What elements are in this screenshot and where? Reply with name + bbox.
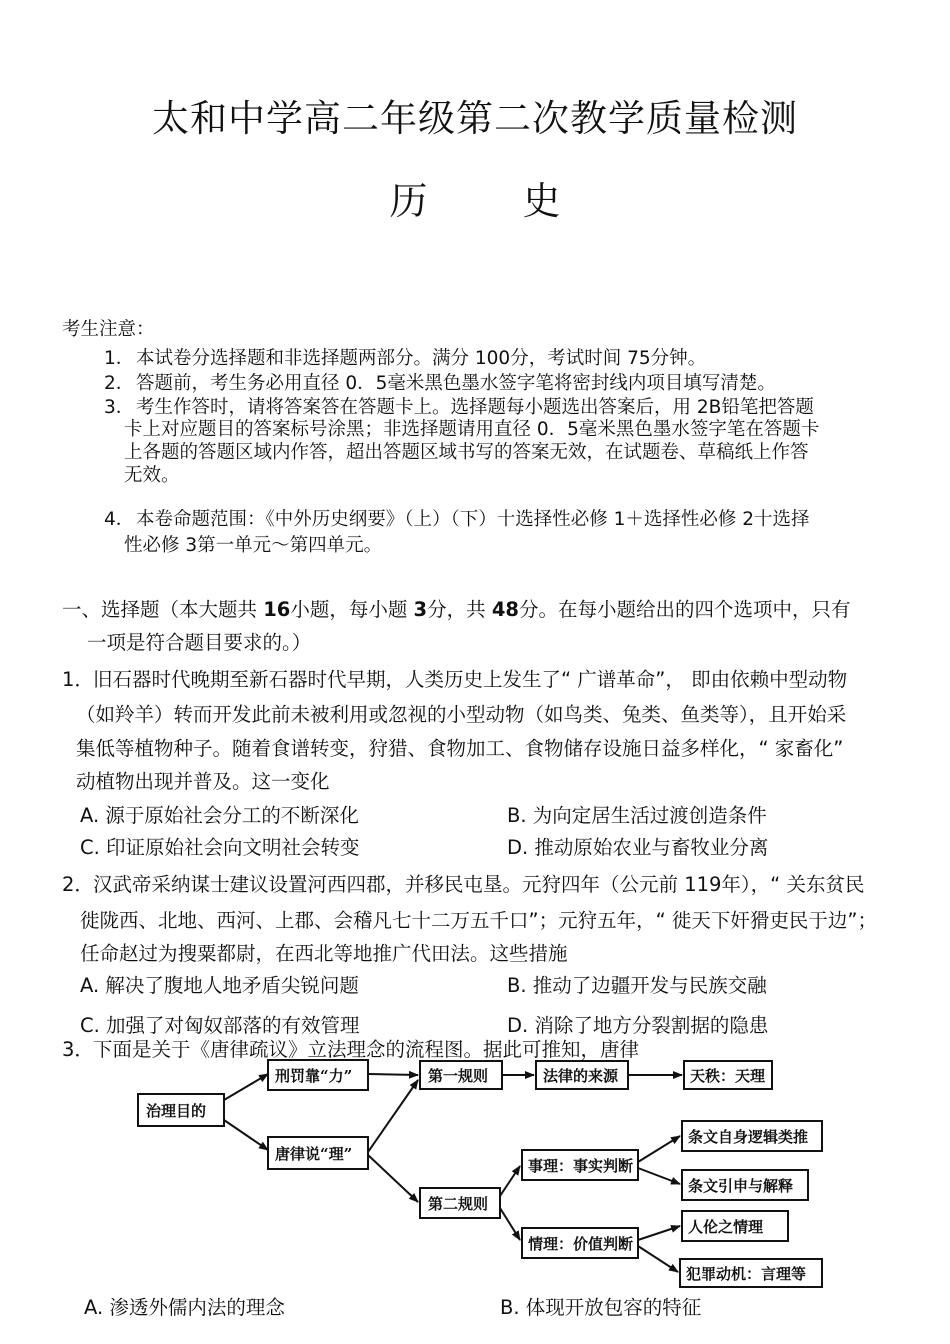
node-cite: 条文引申与解释: [688, 1177, 794, 1195]
notice-item-text: 本试卷分选择题和非选择题两部分。满分 100分，考试时间 75分钟。: [136, 348, 707, 369]
notice-item-text: 考生作答时，请将答案答在答题卡上。选择题每小题选出答案后，用 2B铅笔把答题: [136, 397, 814, 418]
notice-item-text: 卡上对应题目的答案标号涂黑；非选择题请用直径 0．5毫米黑色墨水签字笔在答题卡: [124, 419, 820, 440]
question-number: 3．: [62, 1038, 94, 1061]
notice-item-text: 性必修 3第一单元～第四单元。: [124, 535, 383, 556]
question-text: 旧石器时代晚期至新石器时代早期，人类历史上发生了“ 广谱革命”， 即由依赖中型动物: [93, 668, 848, 691]
option-a[interactable]: A. 源于原始社会分工的不断深化: [80, 804, 359, 827]
edge-value-motive: [638, 1246, 678, 1272]
node-value: 情理：价值判断: [528, 1235, 634, 1253]
question-number: 1．: [62, 668, 94, 691]
node-fact: 事理：事实判断: [528, 1157, 634, 1175]
edge-rule2-fact: [500, 1166, 520, 1196]
node-motive: 犯罪动机：言理等: [686, 1265, 807, 1283]
node-root: 治理目的: [146, 1102, 207, 1120]
section-line: 一项是符合题目要求的。）: [87, 631, 312, 654]
option-b[interactable]: B. 体现开放包容的特征: [500, 1296, 702, 1319]
notice-item-text: 无效。: [124, 465, 180, 486]
option-a[interactable]: A. 渗透外儒内法的理念: [84, 1296, 285, 1319]
option-d[interactable]: D. 消除了地方分裂割据的隐患: [507, 1014, 769, 1037]
edge-fact-cite: [638, 1168, 680, 1184]
edge-fact-logic: [638, 1136, 680, 1162]
notice-item-num: 1．: [104, 348, 135, 369]
edge-reason-rule1: [368, 1080, 418, 1152]
question-text: 汉武帝采纳谋士建议设置河西四郡，并移民屯垦。元狩四年（公元前 119年），“ 关东贫民: [93, 873, 865, 896]
question-text: （如羚羊）转而开发此前未被利用或忽视的小型动物（如鸟类、兔类、鱼类等），且开始采: [76, 703, 847, 726]
option-c[interactable]: C. 印证原始社会向文明社会转变: [80, 836, 360, 859]
notice-item-text: 上各题的答题区域内作答，超出答题区域书写的答案无效，在试题卷、草稿纸上作答: [124, 442, 809, 463]
notice-item-text: 答题前，考生务必用直径 0．5毫米黑色墨水签字笔将密封线内项目填写清楚。: [136, 373, 776, 394]
notice-heading: 考生注意：: [62, 319, 155, 340]
subject-char-1: 历: [389, 179, 428, 223]
notice-item-num: 2．: [104, 373, 135, 394]
notice-item-num: 3．: [104, 397, 135, 418]
option-c[interactable]: C. 加强了对匈奴部落的有效管理: [80, 1014, 360, 1037]
edge-value-human: [638, 1226, 680, 1240]
section-line: 一、选择题（本大题共 16小题，每小题 3分，共 48分。在每小题给出的四个选项中，只有: [62, 598, 851, 621]
question-text: 下面是关于《唐律疏议》立法理念的流程图。据此可推知，唐律: [93, 1038, 640, 1061]
question-text: 徙陇西、北地、西河、上郡、会稽凡七十二万五千口”；元狩五年，“ 徙天下奸猾吏民于边”；: [80, 909, 878, 932]
edge-root-force: [224, 1074, 268, 1100]
node-rule2: 第二规则: [428, 1195, 489, 1213]
notice-item-text: 本卷命题范围：《中外历史纲要》（上）（下）十选择性必修 1＋选择性必修 2十选择: [136, 509, 810, 530]
edge-reason-rule2: [368, 1155, 418, 1202]
option-a[interactable]: A. 解决了腹地人地矛盾尖锐问题: [80, 974, 359, 997]
node-reason: 唐律说“理”: [275, 1145, 353, 1163]
option-b[interactable]: B. 推动了边疆开发与民族交融: [507, 974, 767, 997]
node-logic: 条文自身逻辑类推: [688, 1128, 809, 1146]
node-force: 刑罚靠“力”: [275, 1067, 353, 1085]
node-human: 人伦之情理: [688, 1218, 764, 1236]
exam-title: 太和中学高二年级第二次教学质量检测: [152, 97, 798, 140]
option-d[interactable]: D. 推动原始农业与畜牧业分离: [507, 836, 769, 859]
edge-force-rule1: [368, 1074, 418, 1075]
subject-char-2: 史: [522, 179, 561, 223]
notice-item-num: 4．: [104, 509, 135, 530]
node-heaven: 天秩：天理: [690, 1067, 766, 1085]
node-rule1: 第一规则: [428, 1067, 489, 1085]
question-text: 集低等植物种子。随着食谱转变，狩猎、食物加工、食物储存设施日益多样化，“ 家畜化”: [76, 737, 844, 760]
edge-root-reason: [224, 1120, 268, 1150]
question-text: 动植物出现并普及。这一变化: [76, 770, 330, 793]
node-source: 法律的来源: [543, 1067, 619, 1085]
option-b[interactable]: B. 为向定居生活过渡创造条件: [507, 804, 767, 827]
question-number: 2．: [62, 873, 94, 896]
question-text: 任命赵过为搜粟都尉，在西北等地推广代田法。这些措施: [80, 942, 568, 965]
edge-rule2-value: [500, 1208, 520, 1240]
